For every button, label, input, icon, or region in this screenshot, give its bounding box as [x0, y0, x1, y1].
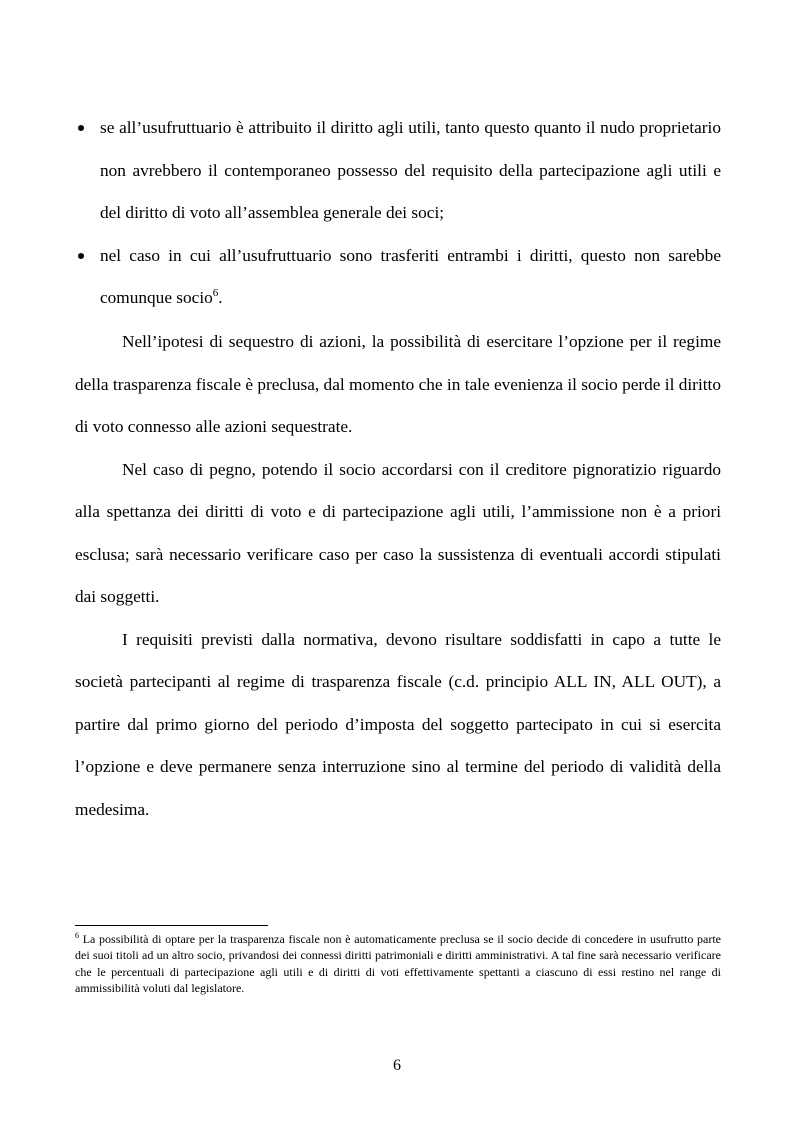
footnote-reference[interactable]: 6: [212, 287, 219, 300]
bullet-text: se all’usufruttuario è attribuito il diritto agli utili, tanto questo quanto il nudo proprietario non avrebbero il contemporaneo possesso del requisito della partecipazione agli utili e del diritto di voto all’assemblea generale dei soci;: [100, 118, 721, 222]
paragraph-requisiti: I requisiti previsti dalla normativa, devono risultare soddisfatti in capo a tutte le società partecipanti al regime di trasparenza fiscale (c.d. principio ALL IN, ALL OUT), a partire dal primo giorno del periodo d’imposta del soggetto partecipato in cui si esercita l’opzione e deve permanere senza interruzione sino al termine del periodo di validità della medesima.: [75, 629, 721, 819]
bullet-item: [75, 107, 721, 235]
bullet-tail: .: [218, 288, 223, 307]
page-number: 6: [393, 1057, 401, 1074]
bullet-text: nel caso in cui all’usufruttuario sono trasferiti entrambi i diritti, questo non sarebbe comunque socio: [100, 245, 721, 307]
paragraph-sequestro: Nell’ipotesi di sequestro di azioni, la possibilità di esercitare l’opzione per il regime della trasparenza fiscale è preclusa, dal momento che in tale evenienza il socio perde il diritto di voto connesso alle azioni sequestrate.: [75, 332, 721, 436]
bullet-icon: [78, 125, 84, 131]
footnote-divider: [75, 925, 268, 926]
bullet-list: [75, 107, 721, 320]
body-text: [75, 321, 721, 831]
footnote-text: La possibilità di optare per la trasparenza fiscale non è automaticamente preclusa se il socio decide di concedere in usufrutto parte dei suoi titoli ad un altro socio, privandosi dei connessi diritti patrimoniali e diritti amministrativi. A tal fine sarà necessario verificare che le percentuali di partecipazione agli utili e di diritti di voti effettivamente spettanti a ciascuno di essi restino nel range di ammissibilità voluti dal legislatore.: [75, 932, 721, 996]
bullet-icon: [78, 253, 84, 259]
footnote: [75, 931, 721, 997]
footnote-number: 6: [75, 931, 79, 940]
paragraph-pegno: Nel caso di pegno, potendo il socio accordarsi con il creditore pignoratizio riguardo alla spettanza dei diritti di voto e di partecipazione agli utili, l’ammissione non è a priori esclusa; sarà necessario verificare caso per caso la sussistenza di eventuali accordi stipulati dai soggetti.: [75, 459, 721, 606]
bullet-item: [75, 235, 721, 320]
